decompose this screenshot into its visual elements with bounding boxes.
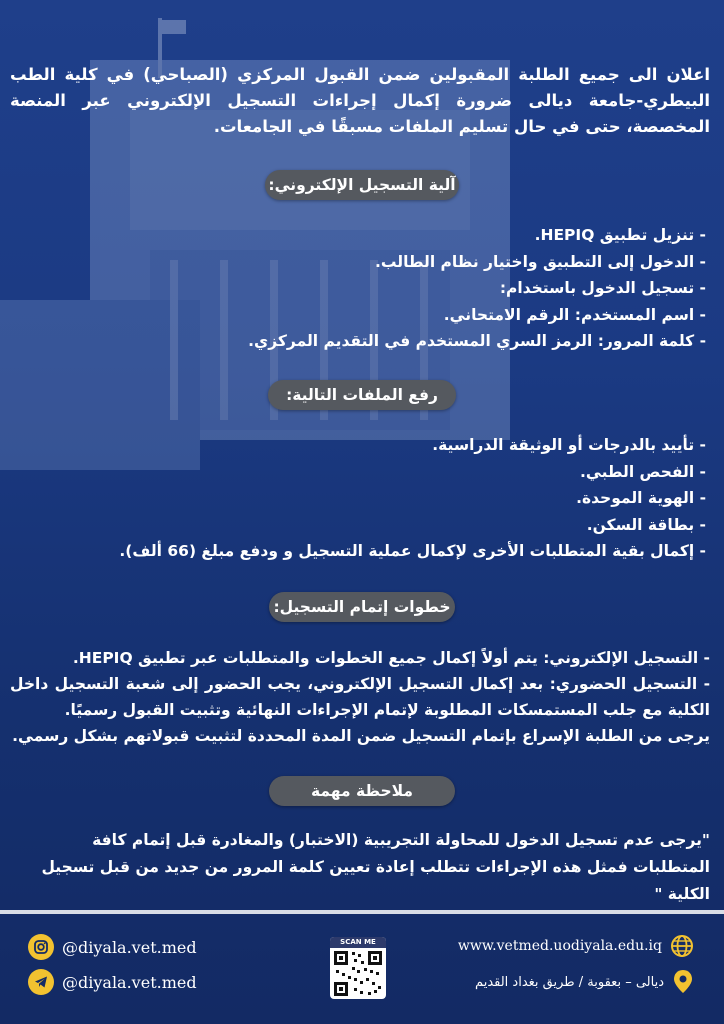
announcement-intro: اعلان الى جميع الطلبة المقبولين ضمن القبول المركزي (الصباحي) في كلية الطب البيطري-جامعة ديالى ضرورة إكمال إجراءات التسجيل الإلكتروني عبر المنصة المخصصة، حتى في حال تسليم الملفات مسبقًا في الجامعات. — [10, 65, 710, 136]
list-item: - الهوية الموحدة. — [576, 489, 706, 507]
step-electronic: - التسجيل الإلكتروني: يتم أولاً إكمال جميع الخطوات والمتطلبات عبر تطبيق HEPIQ. — [72, 649, 710, 667]
instagram-icon — [28, 934, 54, 960]
website-link[interactable] — [458, 934, 694, 958]
address-text: ديالى – بعقوبة / طريق بغداد القديم — [475, 974, 664, 990]
website-url: www.vetmed.uodiyala.edu.iq — [457, 938, 662, 954]
completion-steps-text — [10, 645, 710, 749]
important-note-text: "يرجى عدم تسجيل الدخول للمحاولة التجريبية (الاختبار) والمغادرة قبل إتمام كافة المتطلبات فمثل هذه الإجراءات تتطلب إعادة تعيين كلمة المرور من جديد من قبل تسجيل الكلية " — [41, 831, 710, 903]
section-title-important-note: ملاحظة مهمة — [269, 776, 455, 806]
hurry-note: يرجى من الطلبة الإسراع بإتمام التسجيل ضمن المدة المحددة لتثبيت قبولاتهم بشكل رسمي. — [12, 727, 710, 745]
instagram-link[interactable] — [28, 934, 197, 960]
list-item: - تنزيل تطبيق HEPIQ. — [534, 226, 706, 244]
list-item: - كلمة المرور: الرمز السري المستخدم في التقديم المركزي. — [248, 332, 706, 350]
list-item: - تأييد بالدرجات أو الوثيقة الدراسية. — [432, 436, 706, 454]
footer-divider — [0, 910, 724, 914]
section-title-upload-files: رفع الملفات التالية: — [268, 380, 456, 410]
registration-steps-list — [14, 222, 706, 355]
telegram-icon — [28, 969, 54, 995]
section-title-electronic-registration: آلية التسجيل الإلكتروني: — [265, 170, 459, 200]
list-item: - الفحص الطبي. — [580, 462, 706, 481]
qr-pattern — [330, 948, 386, 999]
list-item: - تسجيل الدخول باستخدام: — [499, 279, 706, 297]
scan-me-label: SCAN ME — [330, 937, 386, 948]
required-files-list — [14, 432, 706, 565]
list-item: - اسم المستخدم: الرقم الامتحاني. — [443, 305, 706, 324]
location-pin-icon — [672, 969, 694, 995]
globe-icon — [670, 934, 694, 958]
step-in-person: - التسجيل الحضوري: بعد إكمال التسجيل الإلكتروني، يجب الحضور إلى شعبة التسجيل داخل الكلية مع جلب المستمسكات المطلوبة لإتمام الإجراءات النهائية وتثبيت القبول رسميًا. — [10, 675, 710, 719]
section-title-completion-steps: خطوات إتمام التسجيل: — [269, 592, 455, 622]
address-item — [475, 969, 694, 995]
list-item: - بطاقة السكن. — [586, 515, 706, 534]
qr-code[interactable] — [330, 937, 386, 999]
instagram-handle: @diyala.vet.med — [62, 937, 197, 957]
list-item: - إكمال بقية المتطلبات الأخرى لإكمال عملية التسجيل و ودفع مبلغ (66 ألف). — [119, 542, 706, 560]
list-item: - الدخول إلى التطبيق واختيار نظام الطالب. — [374, 252, 706, 271]
telegram-link[interactable] — [28, 969, 197, 995]
telegram-handle: @diyala.vet.med — [62, 972, 197, 992]
